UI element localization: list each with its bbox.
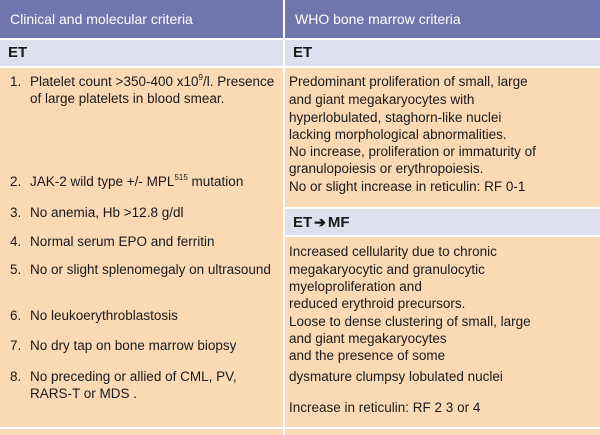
et-line: lacking morphological abnormalities. (289, 127, 507, 142)
etmf-line: myeloproliferation and (289, 279, 422, 294)
et-line: hyperlobulated, staghorn-like nuclei (289, 110, 502, 125)
et-line: granulopoiesis or erythropoiesis. (289, 161, 484, 176)
etmf-line: and the presence of some (289, 348, 446, 363)
section-et-to-mf: ET ➔ MF (285, 209, 600, 235)
et-line: Predominant proliferation of small, large (289, 74, 528, 89)
etmf-line: Loose to dense clustering of small, large (289, 314, 531, 329)
section-left-et: ET (0, 40, 283, 66)
header-who-bone-marrow: WHO bone marrow criteria (285, 0, 600, 38)
criteria-table: Clinical and molecular criteria WHO bone marrow criteria ET ET ET ➔ MF 1. Platelet count >350-400 $x10^9/l$. Presence of large platelets in blood smear. 2. JAK-2 wild type +/- MPL$^{515}$ mutation 3. No anemia, Hb >12.8 g/dl 4. Normal serum EPO and ferritin 5. No or slight splenomegaly on ultrasound 6. No leukoerythroblastosis 7. No dry tap on bone marrow biopsy 8. No preceding or allied of CML, PV, RARS-T or MDS . Predominant proliferation of small, large and giant megakaryocytes with hyperlobulated, staghorn-like nuclei lacking morphological abnormalities. No increase, proliferation or immaturity of granulopoiesis or erythropoiesis. No or slight increase in reticulin: RF 0-1 Increased cellularity due to chronic megakaryocytic and granulocytic myeloproliferation and reduced erythroid precursors. Loose to dense clustering of small, large and giant megakaryocytes and the presence of some dysmature clumpsy lobulated nuclei Increase in reticulin: RF 2 3 or 4 (0, 0, 600, 435)
etmf-line: and giant megakaryocytes (289, 331, 447, 346)
etmf-line: Increased cellularity due to chronic (289, 244, 497, 259)
table-bottom-border (0, 427, 600, 429)
etmf-line: dysmature clumpsy lobulated nuclei (289, 369, 503, 384)
et-line: and giant megakaryocytes with (289, 92, 475, 107)
section-divider (0, 66, 600, 68)
et-line: No increase, proliferation or immaturity of (289, 144, 536, 159)
etmf-line: Increase in reticulin: RF 2 3 or 4 (289, 400, 481, 415)
section-right-et: ET (285, 40, 600, 66)
et-line: No or slight increase in reticulin: RF 0-1 (289, 179, 526, 194)
header-divider (0, 38, 600, 40)
arrow-right-icon: ➔ (314, 214, 326, 230)
etmf-line: megakaryocytic and granulocytic (289, 262, 485, 277)
header-clinical-molecular: Clinical and molecular criteria (0, 0, 283, 38)
etmf-divider-top (285, 207, 600, 209)
etmf-divider-bottom (285, 235, 600, 237)
etmf-line: reduced erythroid precursors. (289, 296, 466, 311)
